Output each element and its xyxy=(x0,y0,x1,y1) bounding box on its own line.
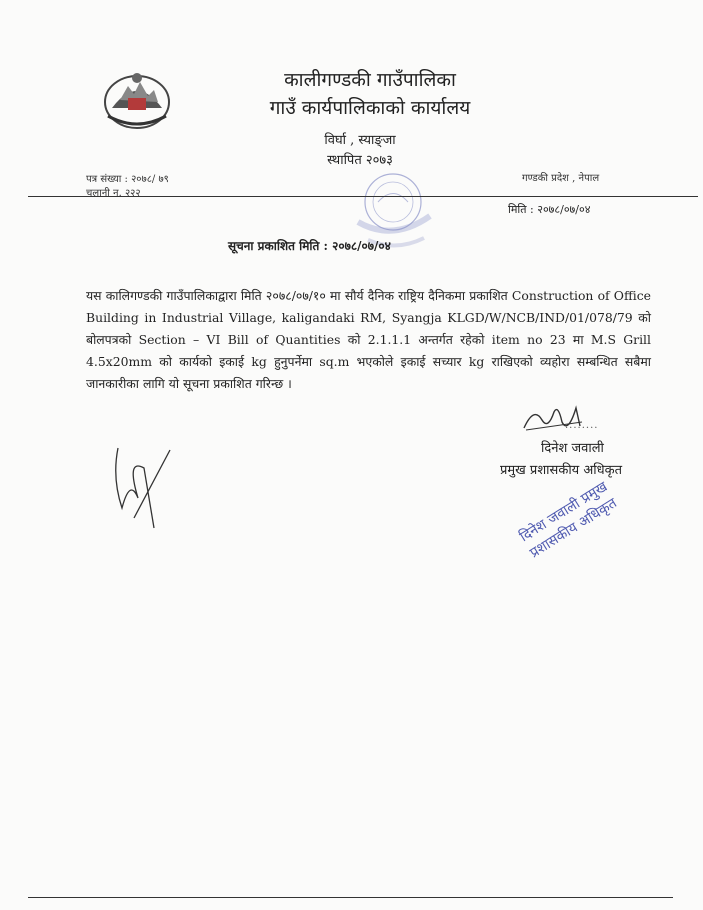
signatory-name: दिनेश जवाली xyxy=(541,441,604,456)
government-emblem-logo xyxy=(98,64,176,134)
header-divider xyxy=(28,196,698,197)
dispatch-number: चलानी न. २२२ xyxy=(86,188,141,199)
official-name-stamp: दिनेश जवाली प्रमुख प्रशासकीय अधिकृत xyxy=(517,478,620,562)
notice-body-text: यस कालिगण्डकी गाउँपालिकाद्वारा मिति २०७८/०७/१० मा सौर्य दैनिक राष्ट्रिय दैनिकमा प्रकाशित Construction of Office Building in Industrial Village, kaligandaki RM, Syangja KLGD/W/NCB/IND/01/078/79 को बोलपत्रको Section – VI Bill of Quantities को 2.1.1.1 अन्तर्गत रहेको item no 23 मा M.S Grill 4.5x20mm को कार्यको इकाई kg हुनुपर्नेमा sq.m भएकोले इकाई सच्यार kg राखिएको व्यहोरा सम्बन्धित सबैमा जानकारीका लागि यो सूचना प्रकाशित गरिन्छ । xyxy=(86,288,651,391)
signature-dots: ........ xyxy=(565,420,599,431)
organization-name: कालीगण्डकी गाउँपालिका xyxy=(284,69,456,91)
office-name: गाउँ कार्यपालिकाको कार्यालय xyxy=(269,97,471,119)
signatory-title: प्रमुख प्रशासकीय अधिकृत xyxy=(500,463,623,478)
document-date: मिति : २०७८/०७/०४ xyxy=(508,203,591,216)
initials-signature xyxy=(108,438,178,533)
letter-number: पत्र संख्या : २०७८/ ७९ xyxy=(86,174,169,185)
province-label: गण्डकी प्रदेश , नेपाल xyxy=(522,173,600,184)
footer-divider xyxy=(28,897,673,898)
established-year: स्थापित २०७३ xyxy=(327,153,393,168)
notice-heading: सूचना प्रकाशित मिति : २०७८/०७/०४ xyxy=(228,239,391,253)
address: विर्घा , स्याङ्जा xyxy=(324,133,396,148)
